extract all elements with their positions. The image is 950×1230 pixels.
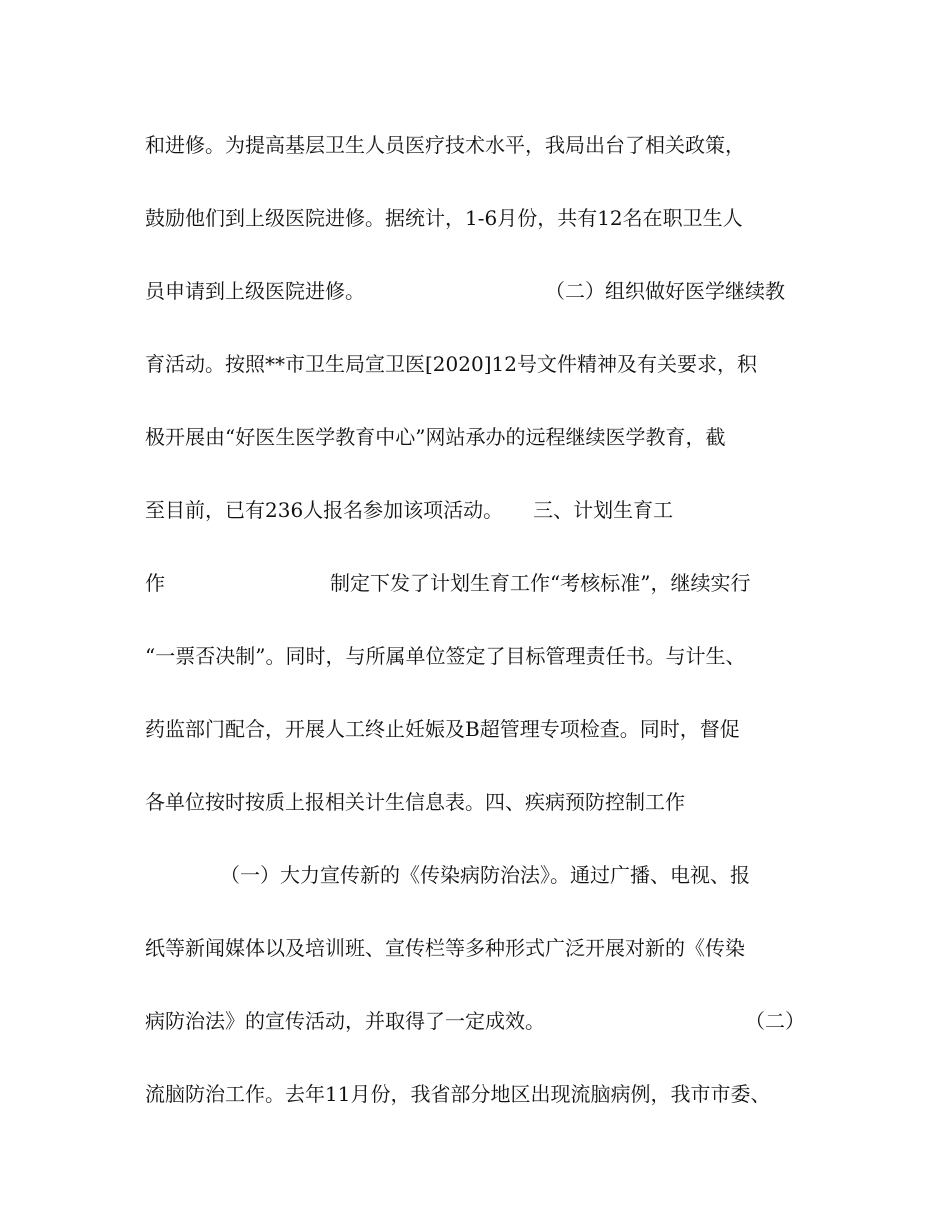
text-line-11: （一）大力宣传新的《传染病防治法》。通过广播、电视、报 <box>220 863 750 887</box>
text-line-4: 育活动。按照**市卫生局宣卫医[2020]12号文件精神及有关要求，积 <box>145 352 757 376</box>
text-line-8: “一票否决制”。同时，与所属单位签定了目标管理责任书。与计生、 <box>145 644 746 668</box>
text-line-7-right: 制定下发了计划生育工作“考核标准”，继续实行 <box>330 571 751 595</box>
text-line-5: 极开展由“好医生医学教育中心”网站承办的远程继续医学教育，截 <box>145 425 726 449</box>
text-line-7 <box>145 568 751 598</box>
text-line-14: 流脑防治工作。去年11月份，我省部分地区出现流脑病例，我市市委、 <box>145 1082 771 1106</box>
text-line-13-left: 病防治法》的宣传活动，并取得了一定成效。 <box>145 1009 545 1033</box>
text-line-6: 至目前，已有236人报名参加该项活动。 三、计划生育工 <box>145 498 674 522</box>
text-line-3-left: 员申请到上级医院进修。 <box>145 279 365 303</box>
text-line-13-right: （二） <box>745 1009 805 1033</box>
text-line-3-right: （二）组织做好医学继续教 <box>545 279 785 303</box>
text-line-1: 和进修。为提高基层卫生人员医疗技术水平，我局出台了相关政策， <box>145 133 745 157</box>
text-line-10: 各单位按时按质上报相关计生信息表。四、疾病预防控制工作 <box>145 790 685 814</box>
text-line-9: 药监部门配合，开展人工终止妊娠及B超管理专项检查。同时，督促 <box>145 717 740 741</box>
text-line-12: 纸等新闻媒体以及培训班、宣传栏等多种形式广泛开展对新的《传染 <box>145 936 745 960</box>
text-line-13 <box>145 1006 805 1036</box>
text-line-2: 鼓励他们到上级医院进修。据统计，1-6月份，共有12名在职卫生人 <box>145 206 743 230</box>
text-line-7-left: 作 <box>145 571 165 595</box>
text-line-3 <box>145 276 785 306</box>
